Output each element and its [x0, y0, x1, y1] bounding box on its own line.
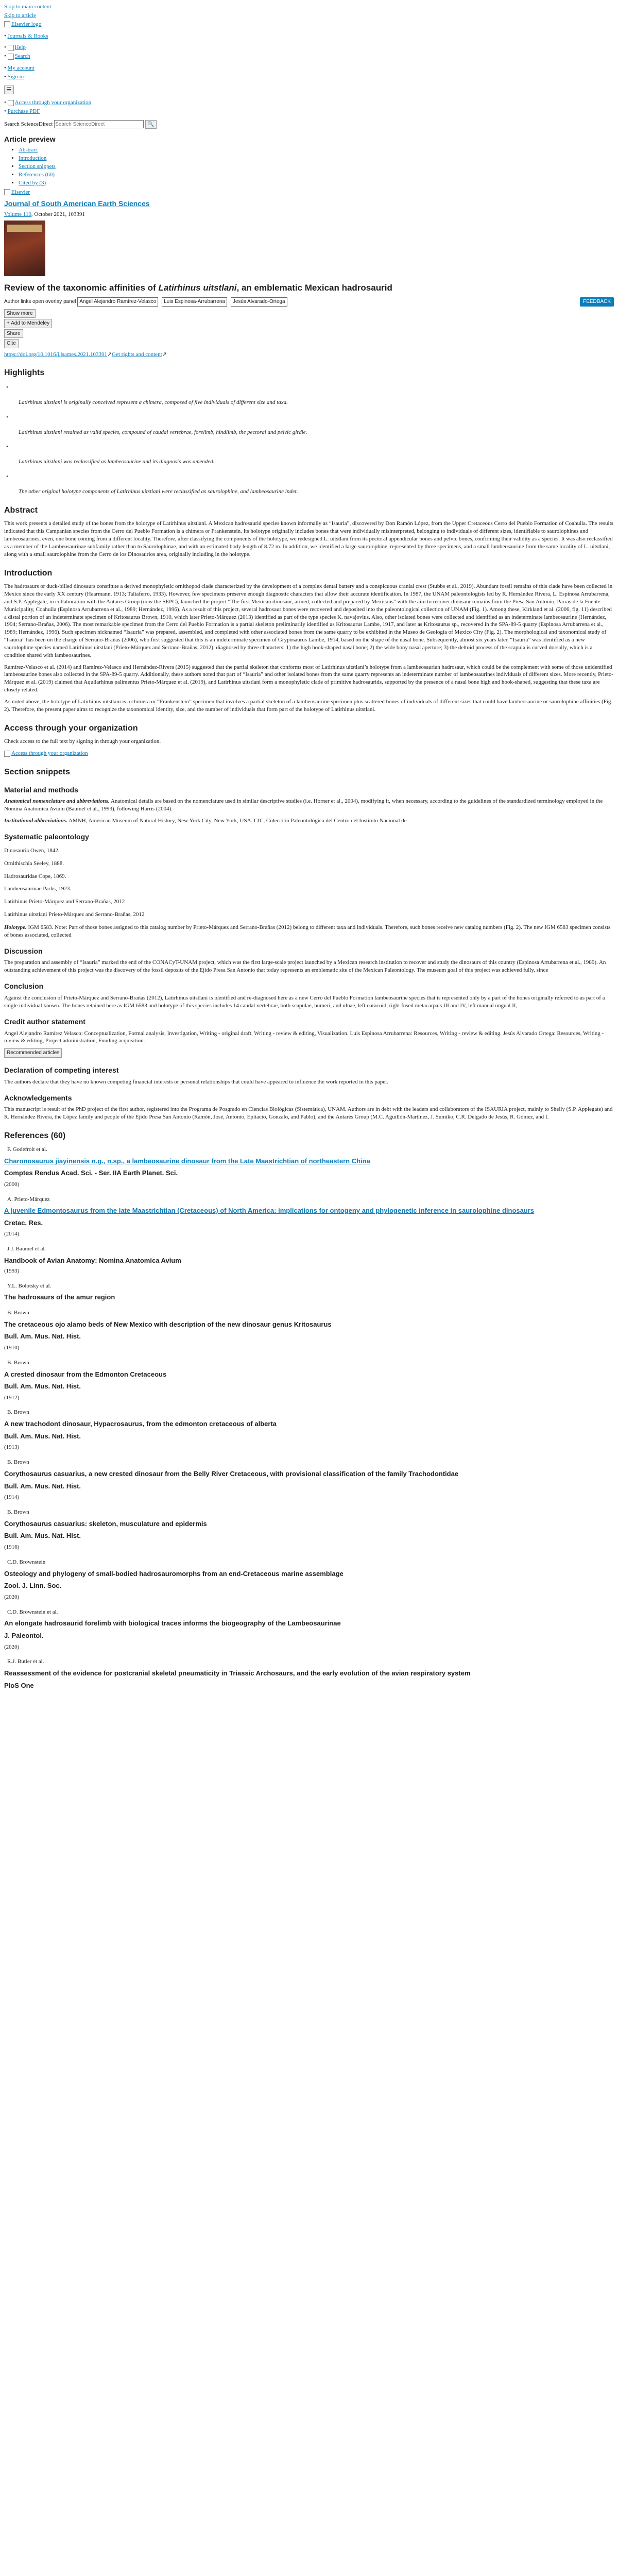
access-text: Check access to the full text by signing in through your organization.	[4, 738, 161, 745]
reference-journal: Zool. J. Linn. Soc.	[4, 1582, 62, 1590]
list-item: • Latirhinus uitstlani was reclassified as lambeosaurine and its diagnosis was amended.	[6, 444, 215, 465]
acknowledgements-text: This manuscript is result of the PhD project of the first author, registered into the Programa de Posgrado en Ciencias Biológicas (Sistemática), UNAM. Authors are in debt with the leaders and collaborators of the ISAURIA project, mainly to Shelly (S.P. Applegate) and R. Hernández Rivera, the López family and people of the Ejido Presa San Antonio (Ramón, José, Antonio, Epitacio, Gonzalo, and Pablo), and the Antares Group (M.C. Aguillón-Martínez, J. Sumiko, C.R. Delgado de Jesús, R. Gómez, and I.	[4, 1106, 613, 1121]
author-button[interactable]: Jesús Alvarado-Ortega	[231, 297, 287, 307]
taxon-line: Lambeosaurinae Parks, 1923.	[4, 886, 72, 892]
reference-item	[4, 1509, 614, 1551]
reference-item	[4, 1196, 614, 1239]
reference-title: Handbook of Avian Anatomy: Nomina Anatomica Avium	[4, 1257, 181, 1265]
reference-item	[4, 1359, 614, 1402]
reference-item	[4, 1409, 614, 1451]
reference-title: Corythosaurus casuarius, a new crested dinosaur from the Belly River Cretaceous, with provisional classification of the family Trachodontidae	[4, 1470, 459, 1478]
list-item: • Latirhinus uitstlani is originally conceived represent a chimera, composed of five individuals of different size and taxa.	[6, 384, 288, 405]
search-submit-button[interactable]: 🔍	[145, 120, 157, 129]
reference-title[interactable]: Charonosaurus jiayinensis n.g., n.sp., a lambeosaurine dinosaur from the Late Maastrichtian of northeastern China	[4, 1157, 370, 1165]
add-to-mendeley-button[interactable]: + Add to Mendeley	[4, 319, 52, 328]
discussion-heading: Discussion	[4, 946, 43, 955]
skip-to-article-link[interactable]: Skip to article	[4, 12, 36, 19]
recommended-articles-button[interactable]: Recommended articles	[4, 1048, 62, 1058]
acknowledgements-heading: Acknowledgements	[4, 1093, 72, 1102]
doi-link[interactable]: https://doi.org/10.1016/j.jsames.2021.103391	[4, 351, 107, 358]
list-item: • The other original holotype components of Latirhinus uitstlani were reclassified as saurolophine, and lambeosaurine indet.	[6, 473, 298, 495]
reference-authors: A. Prieto-Márquez	[7, 1196, 50, 1202]
taxon-line: Latirhinus Prieto-Márquez and Serrano-Brañas, 2012	[4, 899, 125, 905]
snippets-heading: Section snippets	[4, 767, 71, 776]
reference-journal: Bull. Am. Mus. Nat. Hist.	[4, 1532, 81, 1540]
toc-item[interactable]: • Section snippets	[19, 163, 614, 171]
credit-text: Angel Alejandro Ramírez Velasco: Conceptualization, Formal analysis, Investigation, Writing - original draft, Writing - review & editing, Visualization. Luis Espinosa Arrubarrena: Resources, Writing - review & editing. Jesús Alvarado Ortega: Resources, Writing - review & editing, Project administration, Funding acquisition.	[4, 1030, 604, 1044]
conclusion-heading: Conclusion	[4, 982, 44, 991]
reference-year: (2020)	[4, 1643, 20, 1650]
reference-authors: F. Godefroit et al.	[7, 1146, 47, 1153]
skip-to-main-link[interactable]: Skip to main content	[4, 4, 52, 10]
cite-button[interactable]: Cite	[4, 339, 19, 348]
elsevier-logo-icon	[4, 21, 10, 27]
reference-title[interactable]: A juvenile Edmontosaurus from the late Maastrichtian (Cretaceous) of North America: implications for ontogeny and phylogenetic inference in saurolophine dinosaurs	[4, 1207, 535, 1215]
help-link[interactable]: Help	[14, 44, 26, 51]
reference-title: A new trachodont dinosaur, Hypacrosaurus, from the edmonton cretaceous of alberta	[4, 1420, 277, 1428]
reference-authors: R.J. Butler et al.	[7, 1658, 44, 1665]
reference-item	[4, 1658, 614, 1690]
article-toc	[4, 146, 614, 187]
reference-journal: Comptes Rendus Acad. Sci. - Ser. IIA Earth Planet. Sci.	[4, 1169, 178, 1177]
reference-journal: Bull. Am. Mus. Nat. Hist.	[4, 1332, 81, 1341]
reference-title: An elongate hadrosaurid forelimb with biological traces informs the biogeography of the Lambeosaurinae	[4, 1619, 341, 1628]
taxon-line: Ornithischia Seeley, 1888.	[4, 860, 64, 867]
institution-icon	[4, 751, 10, 757]
reference-year: (1913)	[4, 1444, 20, 1451]
article-title: Review of the taxonomic affinities of Latirhinus uitstlani, an emblematic Mexican hadrosaurid	[4, 283, 392, 293]
rights-link[interactable]: Get rights and content	[112, 351, 162, 358]
highlights-heading: Highlights	[4, 368, 45, 378]
access-org-link-2[interactable]: Access through your organization	[11, 750, 88, 757]
access-org-link[interactable]: Access through your organization	[14, 99, 92, 106]
systematic-heading: Systematic paleontology	[4, 832, 89, 841]
author-list	[4, 297, 614, 307]
reference-year: (1914)	[4, 1494, 20, 1501]
reference-year: (1912)	[4, 1394, 20, 1401]
taxon-line: Hadrosauridae Cope, 1869.	[4, 873, 66, 879]
share-button[interactable]: Share	[4, 329, 23, 338]
reference-item	[4, 1245, 614, 1275]
toc-item[interactable]: • Abstract	[19, 146, 614, 154]
author-button[interactable]: Angel Alejandro Ramírez-Velasco	[77, 297, 158, 307]
search-input[interactable]	[54, 120, 144, 128]
reference-year: (2014)	[4, 1231, 20, 1238]
search-label: Search ScienceDirect	[4, 121, 53, 127]
toc-item[interactable]: • Introduction	[19, 155, 614, 162]
introduction-paragraph: Ramírez-Velasco et al. (2014) and Ramírez-Velasco and Hernández-Rivera (2015) suggested that the partial skeleton that conforms most of Latirhinus uitstlani’s holotype from a lambeosaurian hadrosaur, which could be the complement with some of those unidentified lambeosaurine bones also collected in the SPA-89-5 quarry. Additionally, these authors noted that part of “Isauria” and other isolated bones from the same quarry represents an indeterminate number of lambeosaurines individuals of different sizes. More recently, Prieto-Márquez et al. (2019) claimed that Aquilarhinus palimentus Prieto-Márquez et al. (2019), and Latirhinus uitstlani form a monophyletic clade of primitive hadrosaurids, supported by the presence of a nasal bone high and hook-shaped, suggesting that these taxa are closely related.	[4, 664, 614, 693]
highlights-list	[4, 384, 614, 496]
reference-authors: B. Brown	[7, 1309, 29, 1316]
author-button[interactable]: Luis Espinosa-Arrubarrena	[162, 297, 227, 307]
reference-authors: C.D. Brownstein	[7, 1558, 46, 1565]
reference-year: (1910)	[4, 1344, 20, 1351]
reference-title: The cretaceous ojo alamo beds of New Mexico with description of the new dinosaur genus Kritosaurus	[4, 1320, 332, 1328]
reference-title: Corythosaurus casuarius: skeleton, musculature and epidermis	[4, 1519, 207, 1528]
holotype-paragraph: Holotype. IGM 6583. Note: Part of those bones assigned to this catalog number by Prieto-Márquez and Serrano-Brañas (2012) belong to different taxa and individuals. Therefore, such bones receive new catalog numbers (Fig. 2). The new IGM 6583 specimen consists of bones associated, collected	[4, 924, 611, 938]
reference-item	[4, 1282, 614, 1302]
journal-title[interactable]: Journal of South American Earth Sciences	[4, 199, 150, 208]
references-heading: References (60)	[4, 1131, 66, 1141]
menu-button[interactable]: ☰	[4, 86, 14, 95]
discussion-text: The preparation and assembly of “Isauria” marked the end of the CONACyT-UNAM project, which was the first large-scale project launched by a Mexican research institution to recover and study the dinosaurs of this country (Espinosa Arrubarrena et al., 1989). An outstanding achievement of this project was the discovery of the fossil deposits of the Ejido Presa San Antonio that today represents an emblematic site of the Mexican Paleontology. The museum goal of this project was achieved fully, since	[4, 959, 606, 974]
reference-journal: Bull. Am. Mus. Nat. Hist.	[4, 1482, 81, 1490]
reference-title: The hadrosaurs of the amur region	[4, 1293, 115, 1301]
abstract-text: This work presents a detailed study of the bones from the holotype of Latirhinus uitstlani. A Mexican hadrosaurid species known informally as “Isauria”, discovered by Don Ramón López, from the Upper Cretaceous Cerro del Pueblo Formation of Coahuila. The results indicated that this Campanian species from the Cerro del Pueblo Formation is a chimera or Frankenstein. Its holotype originally includes bones that were individually misinterpreted, belonging to individuals of different sizes, identifiable to saurolophines and lambeosaurines, even, one bone coming from a different locality. Therefore, after classifying the components of the holotype, we redesigned L. uitstlani from its pectoral appendicular bones and pelvic bones, confirming their validity as a species. It was also reclassified as a member of the Lambeosaurinae subfamily rather than to Saurolophinae, and with an estimated body length of 8.72 m. In addition, we identified a large saurolophine, represented by three specimens, and a small lambeosaurine from the same locality of L. uitstlani, along with a small saurolophine from the Cerro de los Dinosaurios area, originally including in the holotype.	[4, 520, 613, 557]
list-item: • Latirhinus uitstlani retained as valid species, compound of caudal vertebrae, forelimb, hindlimb, the pectoral and pelvic girdle.	[6, 414, 307, 435]
reference-authors: C.D. Brownstein et al.	[7, 1608, 58, 1615]
reference-title: A crested dinosaur from the Edmonton Cretaceous	[4, 1370, 167, 1378]
reference-item	[4, 1146, 614, 1189]
help-icon	[8, 45, 14, 51]
reference-item	[4, 1309, 614, 1352]
references-list	[4, 1146, 614, 1690]
reference-item	[4, 1459, 614, 1501]
search-link[interactable]: Search	[14, 53, 30, 60]
search-icon	[8, 54, 14, 60]
abstract-heading: Abstract	[4, 505, 38, 515]
reference-journal: Bull. Am. Mus. Nat. Hist.	[4, 1432, 81, 1440]
competing-text: The authors declare that they have no known competing financial interests or personal relationships that could have appeared to influence the work reported in this paper.	[4, 1078, 388, 1085]
introduction-paragraph: As noted above, the holotype of Latirhinus uitstlani is a chimera or “Frankenstein” specimen that involves a partial skeleton of a lambeosaurine specimen plus scattered bones of individuals of different sizes that could have lambeosaurine or saurolophine affinities (Fig. 2). Therefore, the present paper aims to recognize the taxonomical identity, size, and the number of individuals that form part of the holotype of Latirhinus uitstlani.	[4, 698, 613, 713]
reference-year: (2020)	[4, 1594, 20, 1600]
credit-heading: Credit author statement	[4, 1017, 85, 1026]
reference-journal: Bull. Am. Mus. Nat. Hist.	[4, 1382, 81, 1391]
introduction-paragraph: The hadrosaurs or duck-billed dinosaurs constitute a derived monophyletic ornithopod clade characterized by the development of a complex dental battery and a conspicuous cranial crest (Stubbs et al., 2019). Abundant fossil remains of this clade have been collected in Mexico since the early XX century (Haarmann, 1913; Taliaferro, 1933). However, few specimens preserve enough diagnostic characters that allow their accurate identification. In 1987, the UNAM paleontologists led by R. Hernández Rivera, L. Espinosa Arrubarrena, and S.P. Applegate, in collaboration with the Antares Group (now the SEPC), launched the project “The first Mexican dinosaur, armed, collected and prepared by Mexicans” with the aim to recover dinosaur remains from the Presa San Antonio, Parras de la Fuente Municipality, Coahuila (Espinosa Arrubarrena et al., 1989; Hernández, 1996). As a result of this project, several hadrosaur bones were recovered and deposited into the paleontological collection of UNAM (Fig. 1). Among these, Kirkland et al. (2006, fig. 11) described a distal portion of an indeterminate specimen of Kritosaurus Brown, 1910, which later Prieto-Márquez (2013) identified as part of the type species K. navajovius. Also, other isolated bones were collected and identified as an indeterminate lambeosaurine (Hernández, 1994; Serrano-Brañas, 2006). The most remarkable specimen from the Cerro del Pueblo Formation is a partial skeleton preliminarily identified as Kritosaurus Lambe, 1917, and later as Kritosaurus sp., recovered in the SPA-89-5 quarry (Espinosa Arrubarrena et al., 1989; Hernández, 1996). Such specimen nicknamed “Isauria” was prepared, assembled, and completed with other associated bones from the same quarry to be exhibited in the Museo de Geología of Mexico City (Fig. 2). The morphological and taxonomical study of “Isauria” has been on the charge of Serrano-Brañas (2006), who first suggested that this is an indeterminate specimen of Gryposaurus Lambe, 1914, based on the shape of the nasal bone. Subsequently, almost six years later, “Isauria” was identified as a new saurolophine species named Latirhinus uitstlani (Prieto-Márquez and Serrano-Brañas, 2012), diagnosed by three characters: 1) the high hook-shaped nasal bone; 2) the wide bony nasal aperture; 3) the deltoid process of the scapula is curved dorsally, which is a condition shared with lambeosaurines.	[4, 583, 613, 658]
reference-year: (2000)	[4, 1181, 20, 1188]
introduction-heading: Introduction	[4, 568, 53, 578]
taxon-line: Dinosauria Owen, 1842.	[4, 847, 60, 854]
reference-item	[4, 1558, 614, 1601]
external-link-icon: ↗	[162, 351, 167, 358]
journal-cover-image[interactable]	[4, 221, 45, 276]
feedback-button[interactable]: FEEDBACK	[580, 297, 614, 307]
external-link-icon: ↗	[107, 351, 112, 358]
publisher-logo-icon	[4, 189, 10, 195]
reference-authors: B. Brown	[7, 1459, 29, 1466]
reference-item	[4, 1608, 614, 1651]
volume-info: Volume 110, October 2021, 103391	[4, 211, 85, 218]
conclusion-text: Against the conclusion of Prieto-Márquez and Serrano-Brañas (2012), Latirhinus uitstlani is identified and re-diagnosed here as a new Cerro del Pueblo Formation lambeosaurine species that is represented only by a part of the bones originally referred to as part of a single individual known. The bones retained here as IGM 6583 and holotype of this species includes 14 caudal vertebrae, both scapulae, humeri, and ulnae, left coracoid, right fused metacarpals III and IV, left manual ungual II,	[4, 995, 605, 1009]
article-preview-heading: Article preview	[4, 135, 56, 144]
reference-authors: Y.L. Bolotsky et al.	[7, 1282, 52, 1289]
taxon-line: Latirhinus uitstlani Prieto-Márquez and Serrano-Brañas, 2012	[4, 911, 145, 918]
purchase-pdf-link[interactable]: Purchase PDF	[7, 108, 40, 115]
reference-journal: Cretac. Res.	[4, 1218, 43, 1227]
toc-item[interactable]: • Cited by (3)	[19, 179, 614, 187]
reference-authors: B. Brown	[7, 1409, 29, 1416]
competing-heading: Declaration of competing interest	[4, 1065, 119, 1074]
authors-label: Author links open overlay panel	[4, 299, 76, 305]
institution-icon	[8, 100, 14, 106]
reference-authors: B. Brown	[7, 1509, 29, 1516]
publisher-logo-link[interactable]: Elsevier	[11, 189, 30, 195]
show-more-button[interactable]: Show more	[4, 309, 36, 318]
materials-heading: Material and methods	[4, 785, 78, 794]
sign-in-link[interactable]: Sign in	[7, 73, 24, 80]
reference-journal: J. Paleontol.	[4, 1632, 44, 1639]
reference-year: (1916)	[4, 1544, 20, 1550]
reference-journal: PloS One	[4, 1681, 34, 1689]
institutional-paragraph: Institutional abbreviations. AMNH, American Museum of Natural History, New York City, New York, USA. CIC, Colección Paleontológica del Centro del Instituto Nacional de	[4, 818, 407, 824]
anatomical-paragraph: Anatomical nomenclature and abbreviations. Anatomical details are based on the nomenclature used in similar descriptive studies (i.e. Horner et al., 2004), modifying it, when necessary, according to the guidelines of the standardized terminology employed in the Nomina Anatomica Avium (Baumel et al., 1993), following Harris (2004).	[4, 798, 603, 812]
toc-item[interactable]: • References (60)	[19, 171, 614, 179]
elsevier-logo-link[interactable]: Elsevier logo	[11, 21, 42, 27]
reference-authors: J.J. Baumel et al.	[7, 1246, 46, 1252]
access-heading: Access through your organization	[4, 723, 138, 733]
reference-title: Osteology and phylogeny of small-bodied hadrosauromorphs from an end-Cretaceous marine assemblage	[4, 1569, 344, 1578]
journals-books-link[interactable]: Journals & Books	[7, 32, 48, 39]
reference-title: Reassessment of the evidence for postcranial skeletal pneumaticity in Triassic Archosaurs, and the early evolution of the avian respiratory system	[4, 1669, 471, 1677]
my-account-link[interactable]: My account	[7, 65, 35, 72]
volume-link[interactable]: Volume 110	[4, 211, 31, 218]
reference-authors: B. Brown	[7, 1359, 29, 1366]
reference-year: (1993)	[4, 1267, 20, 1274]
